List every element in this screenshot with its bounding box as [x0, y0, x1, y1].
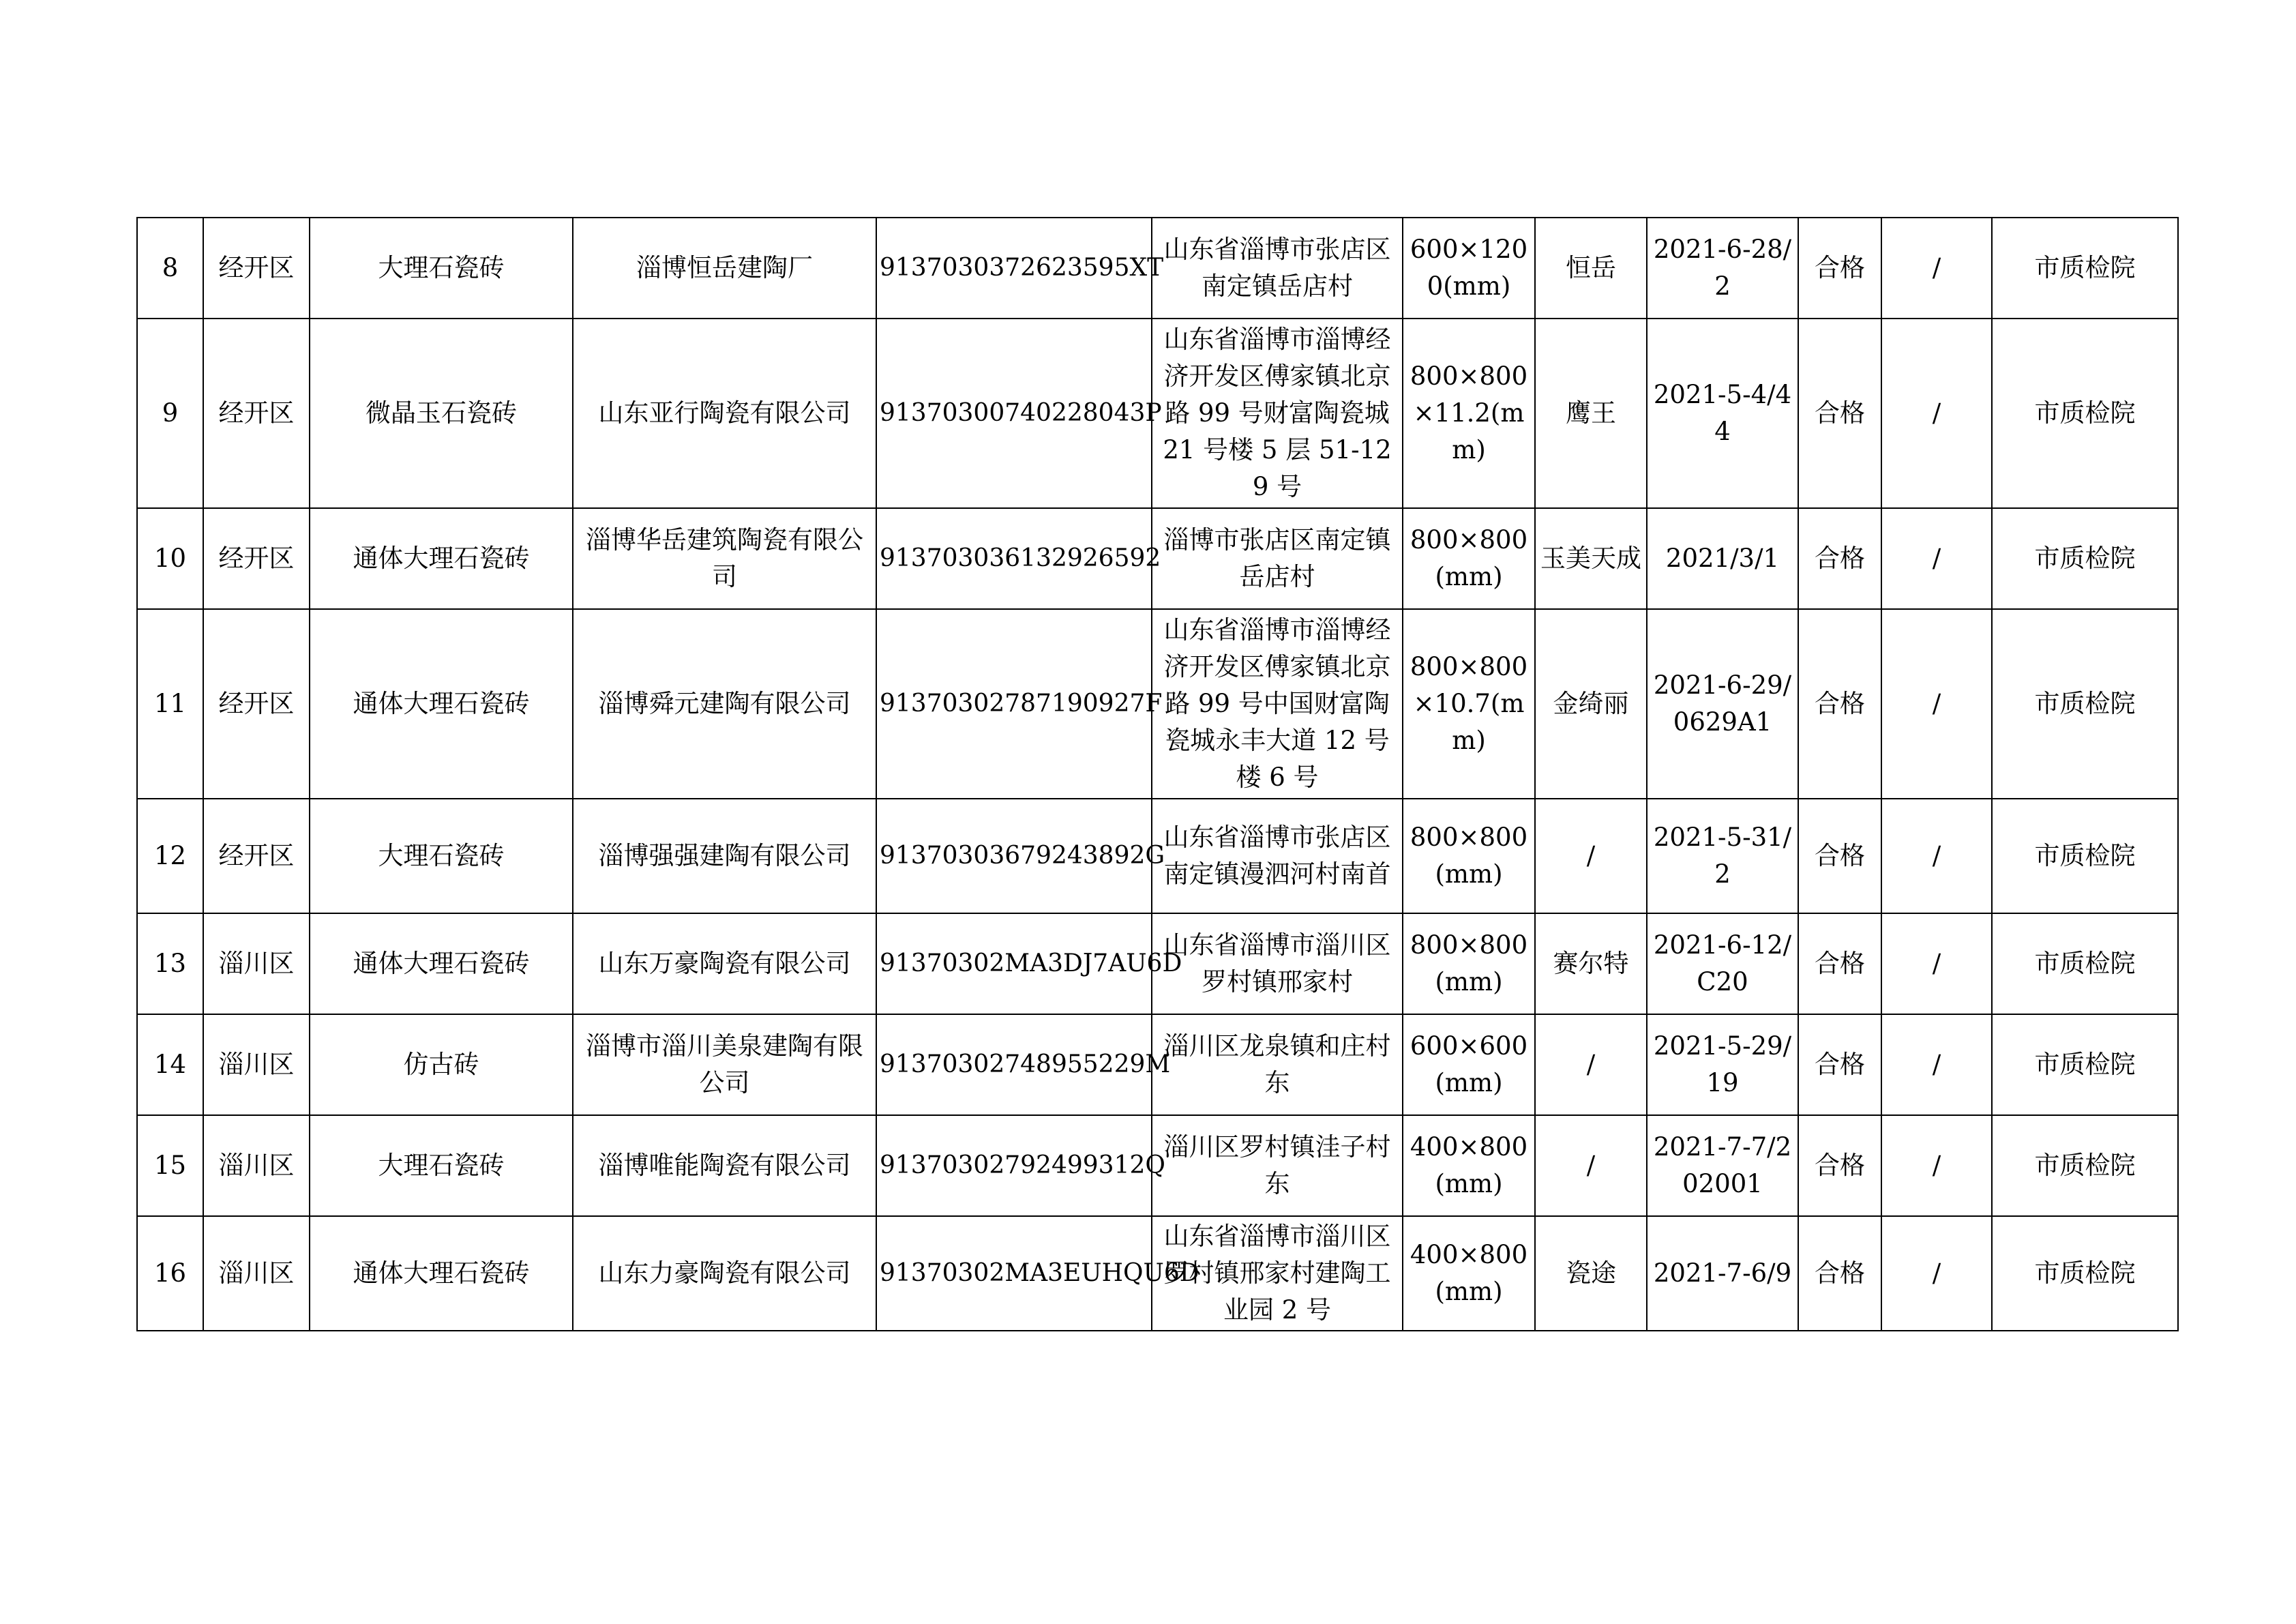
address-cell: 淄博市张店区南定镇岳店村: [1152, 508, 1403, 609]
company-cell: 淄博市淄川美泉建陶有限公司: [573, 1014, 876, 1115]
company-cell: 山东力豪陶瓷有限公司: [573, 1216, 876, 1331]
district-cell: 淄川区: [203, 1216, 310, 1331]
result-cell: 合格: [1798, 1014, 1881, 1115]
product-cell: 通体大理石瓷砖: [310, 1216, 573, 1331]
result-cell: 合格: [1798, 319, 1881, 508]
credit-code-cell: 91370303613292659​2: [876, 508, 1152, 609]
credit-code-cell: 91370302MA3EUHQU6D: [876, 1216, 1152, 1331]
credit-code-cell: 91370302MA3DJ7AU6D: [876, 913, 1152, 1014]
spec-cell: 800×800×11.2(mm): [1403, 319, 1535, 508]
spec-cell: 800×800(mm): [1403, 508, 1535, 609]
brand-cell: 金绮丽: [1535, 609, 1647, 799]
remark-cell: /: [1881, 1014, 1992, 1115]
product-cell: 通体大理石瓷砖: [310, 913, 573, 1014]
brand-cell: /: [1535, 799, 1647, 913]
agency-cell: 市质检院: [1992, 1115, 2178, 1216]
row-number-cell: 12: [137, 799, 203, 913]
product-cell: 大理石瓷砖: [310, 218, 573, 319]
district-cell: 经开区: [203, 218, 310, 319]
remark-cell: /: [1881, 1115, 1992, 1216]
date-batch-cell: 2021/3/1: [1647, 508, 1798, 609]
company-cell: 淄博舜元建陶有限公司: [573, 609, 876, 799]
credit-code-cell: 91370303679243892G: [876, 799, 1152, 913]
row-number-cell: 10: [137, 508, 203, 609]
brand-cell: 鹰王: [1535, 319, 1647, 508]
table-row: [137, 913, 2178, 1014]
brand-cell: 赛尔特: [1535, 913, 1647, 1014]
spec-cell: 800×800(mm): [1403, 913, 1535, 1014]
product-cell: 大理石瓷砖: [310, 1115, 573, 1216]
date-batch-cell: 2021-5-4/44: [1647, 319, 1798, 508]
brand-cell: 瓷途: [1535, 1216, 1647, 1331]
agency-cell: 市质检院: [1992, 799, 2178, 913]
table-row: [137, 799, 2178, 913]
row-number-cell: 14: [137, 1014, 203, 1115]
row-number-cell: 9: [137, 319, 203, 508]
product-cell: 通体大理石瓷砖: [310, 609, 573, 799]
remark-cell: /: [1881, 913, 1992, 1014]
address-cell: 山东省淄博市淄博经济开发区傅家镇北京路 99 号中国财富陶瓷城永丰大道 12 号楼 6 号: [1152, 609, 1403, 799]
credit-code-cell: 9137030372623595XT: [876, 218, 1152, 319]
district-cell: 淄川区: [203, 1115, 310, 1216]
table-row: [137, 609, 2178, 799]
credit-code-cell: 91370302748955229M: [876, 1014, 1152, 1115]
result-cell: 合格: [1798, 508, 1881, 609]
agency-cell: 市质检院: [1992, 1014, 2178, 1115]
table-row: [137, 1115, 2178, 1216]
row-number-cell: 15: [137, 1115, 203, 1216]
remark-cell: /: [1881, 319, 1992, 508]
result-cell: 合格: [1798, 1115, 1881, 1216]
table-row: [137, 319, 2178, 508]
date-batch-cell: 2021-5-29/19: [1647, 1014, 1798, 1115]
spec-cell: 400×800(mm): [1403, 1115, 1535, 1216]
company-cell: 淄博恒岳建陶厂: [573, 218, 876, 319]
credit-code-cell: 91370302792499312Q: [876, 1115, 1152, 1216]
address-cell: 山东省淄博市淄川区罗村镇邢家村建陶工业园 2 号: [1152, 1216, 1403, 1331]
company-cell: 山东亚行陶瓷有限公司: [573, 319, 876, 508]
agency-cell: 市质检院: [1992, 508, 2178, 609]
district-cell: 经开区: [203, 508, 310, 609]
product-cell: 微晶玉石瓷砖: [310, 319, 573, 508]
agency-cell: 市质检院: [1992, 609, 2178, 799]
result-cell: 合格: [1798, 1216, 1881, 1331]
company-cell: 淄博华岳建筑陶瓷有限公司: [573, 508, 876, 609]
district-cell: 经开区: [203, 319, 310, 508]
address-cell: 山东省淄博市张店区南定镇岳店村: [1152, 218, 1403, 319]
agency-cell: 市质检院: [1992, 218, 2178, 319]
spec-cell: 400×800(mm): [1403, 1216, 1535, 1331]
remark-cell: /: [1881, 1216, 1992, 1331]
date-batch-cell: 2021-7-6/9: [1647, 1216, 1798, 1331]
product-cell: 大理石瓷砖: [310, 799, 573, 913]
district-cell: 经开区: [203, 609, 310, 799]
company-cell: 山东万豪陶瓷有限公司: [573, 913, 876, 1014]
remark-cell: /: [1881, 218, 1992, 319]
brand-cell: /: [1535, 1014, 1647, 1115]
agency-cell: 市质检院: [1992, 1216, 2178, 1331]
company-cell: 淄博唯能陶瓷有限公司: [573, 1115, 876, 1216]
address-cell: 山东省淄博市张店区南定镇漫泗河村南首: [1152, 799, 1403, 913]
table-row: [137, 1014, 2178, 1115]
district-cell: 淄川区: [203, 913, 310, 1014]
date-batch-cell: 2021-6-12/C20: [1647, 913, 1798, 1014]
credit-code-cell: 91370300740228043P: [876, 319, 1152, 508]
spec-cell: 600×1200(mm): [1403, 218, 1535, 319]
district-cell: 经开区: [203, 799, 310, 913]
inspection-results-table: [136, 217, 2179, 1331]
result-cell: 合格: [1798, 799, 1881, 913]
date-batch-cell: 2021-5-31/2: [1647, 799, 1798, 913]
table-row: [137, 218, 2178, 319]
date-batch-cell: 2021-7-7/202001: [1647, 1115, 1798, 1216]
agency-cell: 市质检院: [1992, 913, 2178, 1014]
table-row: [137, 1216, 2178, 1331]
brand-cell: /: [1535, 1115, 1647, 1216]
row-number-cell: 13: [137, 913, 203, 1014]
brand-cell: 恒岳: [1535, 218, 1647, 319]
company-cell: 淄博强强建陶有限公司: [573, 799, 876, 913]
remark-cell: /: [1881, 508, 1992, 609]
address-cell: 山东省淄博市淄川区罗村镇邢家村: [1152, 913, 1403, 1014]
result-cell: 合格: [1798, 218, 1881, 319]
date-batch-cell: 2021-6-28/2: [1647, 218, 1798, 319]
result-cell: 合格: [1798, 913, 1881, 1014]
address-cell: 山东省淄博市淄博经济开发区傅家镇北京路 99 号财富陶瓷城 21 号楼 5 层 51-129 号: [1152, 319, 1403, 508]
spec-cell: 800×800×10.7(mm): [1403, 609, 1535, 799]
table-row: [137, 508, 2178, 609]
row-number-cell: 8: [137, 218, 203, 319]
date-batch-cell: 2021-6-29/0629A1: [1647, 609, 1798, 799]
credit-code-cell: 91370302787190927F: [876, 609, 1152, 799]
address-cell: 淄川区罗村镇洼子村东: [1152, 1115, 1403, 1216]
district-cell: 淄川区: [203, 1014, 310, 1115]
spec-cell: 600×600(mm): [1403, 1014, 1535, 1115]
address-cell: 淄川区龙泉镇和庄村东: [1152, 1014, 1403, 1115]
row-number-cell: 11: [137, 609, 203, 799]
remark-cell: /: [1881, 799, 1992, 913]
product-cell: 通体大理石瓷砖: [310, 508, 573, 609]
product-cell: 仿古砖: [310, 1014, 573, 1115]
row-number-cell: 16: [137, 1216, 203, 1331]
result-cell: 合格: [1798, 609, 1881, 799]
spec-cell: 800×800(mm): [1403, 799, 1535, 913]
remark-cell: /: [1881, 609, 1992, 799]
brand-cell: 玉美天成: [1535, 508, 1647, 609]
agency-cell: 市质检院: [1992, 319, 2178, 508]
